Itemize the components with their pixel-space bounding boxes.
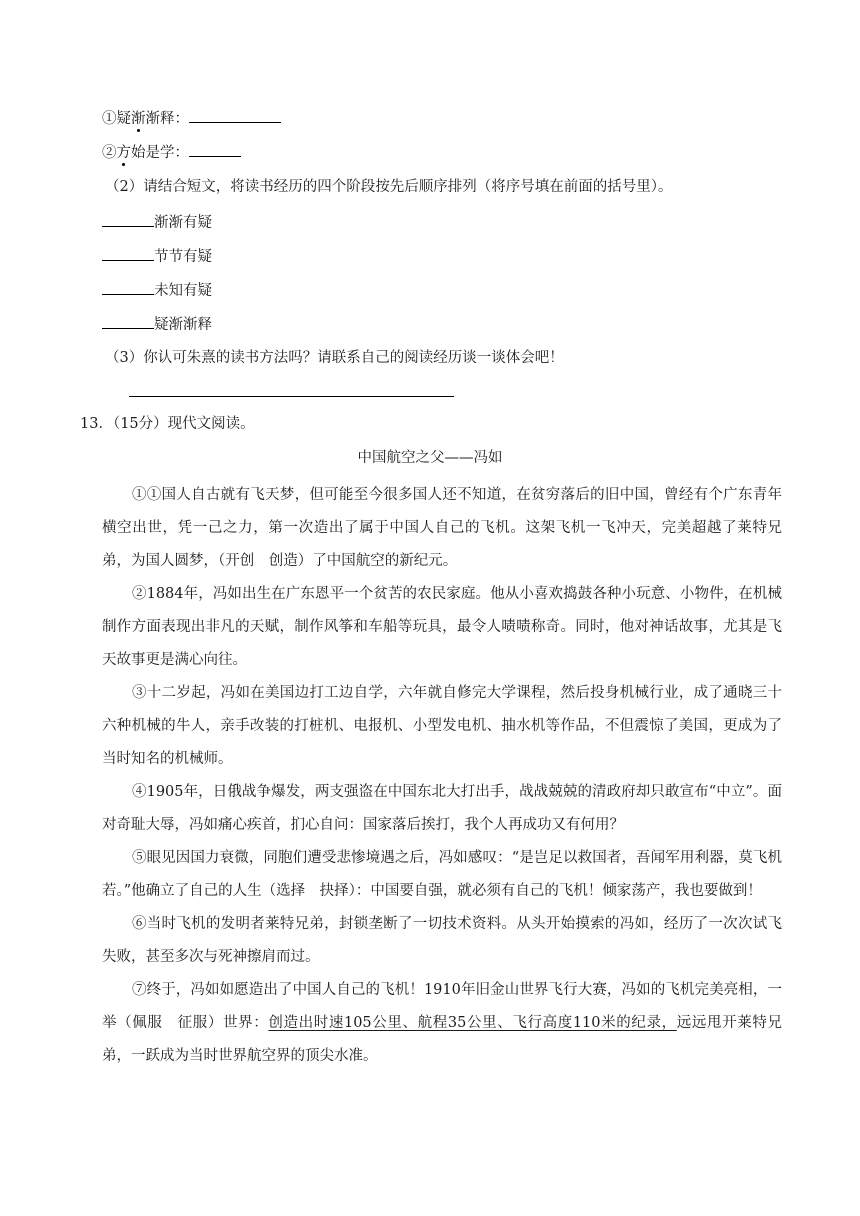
q1b-dotted-char: 方: [116, 145, 131, 161]
paragraph-5: ⑤眼见因国力衰微，同胞们遭受悲惨境遇之后，冯如感叹：“是岂足以救国者，吾闻军用利器，莫飞机若。”他确立了自己的人生（选择 抉择）：中国要自强，就必须有自己的飞机！倾家荡产，我也要做到！: [102, 850, 782, 899]
paragraph-7-end: 远远甩开莱特兄弟，一跃成为当时世界航空界的顶尖水准。: [102, 1015, 782, 1064]
q1b-suffix: 始是学：: [131, 145, 189, 161]
q3-answer-line[interactable]: [129, 396, 454, 397]
stage-label: 节节有疑: [154, 249, 212, 265]
paragraph-7-start: ⑦终于，冯如如愿造出了中国人自己的飞机！1910年旧金山世界飞行大赛，冯如的飞机完美亮相，一举（佩服 征服）世界：: [102, 982, 782, 1031]
stage-row: [102, 211, 212, 233]
question-3-prompt: （3）你认可朱熹的读书方法吗？请联系自己的阅读经历谈一谈体会吧！: [105, 350, 564, 366]
article-body: [102, 479, 782, 1073]
q1a-dotted-char: 渐: [131, 111, 146, 127]
stage-blank[interactable]: [102, 211, 154, 227]
stage-blank[interactable]: [102, 279, 154, 295]
article-title: 中国航空之父——冯如: [357, 450, 503, 466]
stage-label: 未知有疑: [154, 283, 212, 299]
stage-row: [102, 279, 212, 301]
q1a-prefix: ①疑: [102, 111, 131, 127]
stage-row: [102, 313, 212, 335]
paragraph-1: ①①国人自古就有飞天梦，但可能至今很多国人还不知道，在贫穷落后的旧中国，曾经有个广东青年横空出世，凭一己之力，第一次造出了属于中国人自己的飞机。这架飞机一飞冲天，完美超越了莱特兄弟，为国人圆梦，（开创 创造）了中国航空的新纪元。: [102, 487, 782, 569]
paragraph-7-underlined: 创造出时速105公里、航程35公里、飞行高度110米的纪录，: [268, 1015, 677, 1031]
stage-blank[interactable]: [102, 245, 154, 261]
paragraph-4: ④1905年，日俄战争爆发，两支强盗在中国东北大打出手，战战兢兢的清政府却只敢宣布“中立”。面对奇耻大辱，冯如痛心疾首，扪心自问：国家落后挨打，我个人再成功又有何用？: [102, 784, 782, 833]
paragraph-2: ②1884年，冯如出生在广东恩平一个贫苦的农民家庭。他从小喜欢捣鼓各种小玩意、小物件，在机械制作方面表现出非凡的天赋，制作风筝和车船等玩具，最令人啧啧称奇。同时，他对神话故事，尤其是飞天故事更是满心向往。: [102, 586, 782, 668]
q1a-suffix: 渐释：: [145, 111, 189, 127]
q1b-prefix: ②: [102, 145, 117, 161]
question-13-header: 13．（15分）现代文阅读。: [80, 416, 255, 432]
paragraph-6: ⑥当时飞机的发明者莱特兄弟，封锁垄断了一切技术资料。从头开始摸索的冯如，经历了一次次试飞失败，甚至多次与死神擦肩而过。: [102, 916, 782, 965]
stage-label: 渐渐有疑: [154, 215, 212, 231]
paragraph-3: ③十二岁起，冯如在美国边打工边自学，六年就自修完大学课程，然后投身机械行业，成了通晓三十六种机械的牛人，亲手改装的打桩机、电报机、小型发电机、抽水机等作品，不但震惊了美国，更成为了当时知名的机械师。: [102, 685, 782, 767]
question-1b: [102, 141, 241, 163]
q1a-answer-blank[interactable]: [189, 107, 281, 123]
question-2-prompt: （2）请结合短文，将读书经历的四个阶段按先后顺序排列（将序号填在前面的括号里）。: [105, 179, 673, 195]
paragraph-7: [102, 974, 782, 1073]
q1b-answer-blank[interactable]: [189, 141, 241, 157]
stage-label: 疑渐渐释: [154, 317, 212, 333]
question-1a: [102, 107, 281, 129]
stage-row: [102, 245, 212, 267]
stage-blank[interactable]: [102, 313, 154, 329]
